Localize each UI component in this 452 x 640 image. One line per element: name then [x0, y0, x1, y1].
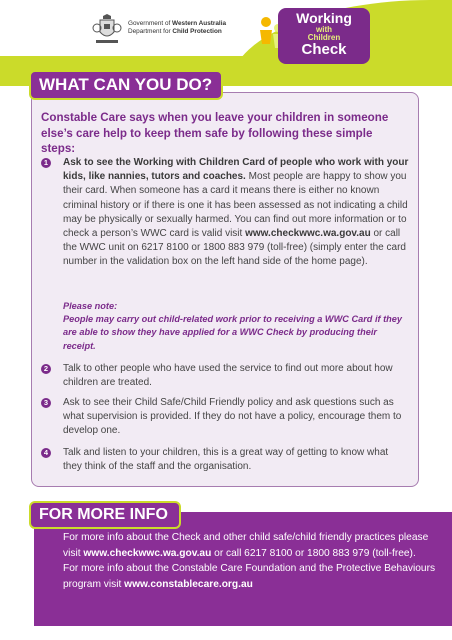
- step-4: [41, 446, 409, 476]
- intro-text: Constable Care says when you leave your children in someone else’s care help to keep them safe by following these simple steps:: [41, 111, 389, 155]
- step-number-badge: 3: [41, 398, 51, 408]
- step-3: [41, 396, 409, 442]
- wwc-logo: Working with Children Check: [258, 6, 370, 66]
- section-title-more-info: FOR MORE INFO: [29, 501, 181, 529]
- step-number-badge: 2: [41, 364, 51, 374]
- step-number-badge: 1: [41, 158, 51, 168]
- step-2: [41, 362, 409, 392]
- step-1-text-b: or call the WWC unit on 6217 8100 or 1800 883 979 (toll-free) (simply enter the card number in the validation box on the left hand side of the home page).: [63, 228, 406, 268]
- more-info-text: For more info about the Check and other child safe/child friendly practices please visit www.checkwwc.wa.gov.au or call 6217 8100 or 1800 883 979 (toll-free). For more info about the Constable Care Foundation and the Protective Behaviours program visit www.constablecare.org.au: [63, 532, 436, 590]
- step-2-text: Talk to other people who have used the service to find out more about how children are treated.: [63, 363, 393, 389]
- please-note: Please note: People may carry out child-related work prior to receiving a WWC Card if they are able to show they have applied for a WWC Check by producing their receipt.: [63, 301, 402, 351]
- step-1-text-a: Most people are happy to show you their card. When someone has a card it means there is either no known criminal history or if there is one it has been assessed as not indicating a child may be physically or sexually harmed. You can find out more information or to check a person’s WWC card is valid visit: [63, 171, 408, 240]
- checkwwc-link-2[interactable]: www.checkwwc.wa.gov.au: [83, 547, 212, 559]
- government-label: Government of Western Australia Department for Child Protection: [128, 20, 227, 35]
- step-1-bold: Ask to see the Working with Children Card of people who work with your kids, like nannies, tutors and coaches.: [63, 157, 409, 183]
- checkwwc-link[interactable]: www.checkwwc.wa.gov.au: [245, 228, 371, 240]
- section-title-what-can-you-do: WHAT CAN YOU DO?: [29, 70, 223, 100]
- coat-of-arms-icon: [92, 14, 122, 46]
- step-number-badge: 4: [41, 448, 51, 458]
- step-4-text: Talk and listen to your children, this is a great way of getting to know what they think of the staff and the organisation.: [63, 447, 389, 473]
- step-3-text: Ask to see their Child Safe/Child Friendly policy and ask questions such as what supervision is provided. If they do not have a policy, encourage them to develop one.: [63, 397, 402, 437]
- step-1: [41, 156, 409, 296]
- constablecare-link[interactable]: www.constablecare.org.au: [124, 578, 253, 590]
